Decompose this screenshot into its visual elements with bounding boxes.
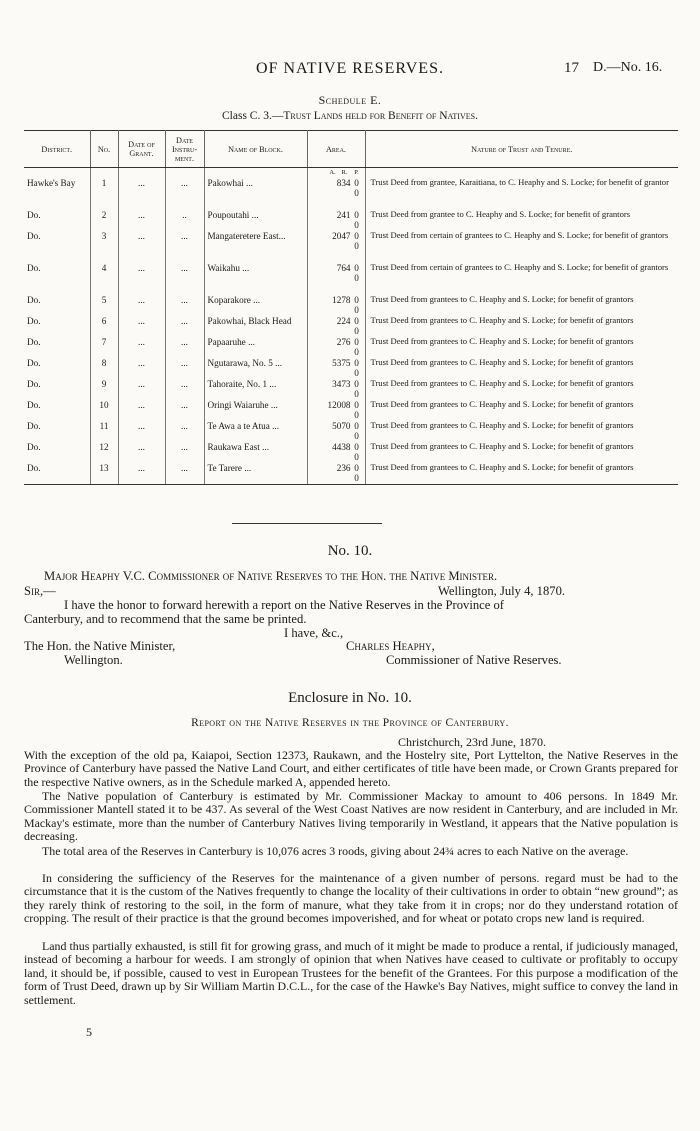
letter-salutation: Sir,— [24,584,56,598]
unit-perches: P. [354,169,359,176]
block-leader: ... [251,210,259,220]
cell-nature: Trust Deed from grantees to C. Heaphy and S. Locke; for benefit of grantors [370,420,634,430]
document-reference: D.—No. 16. [593,60,663,75]
cell-area [307,421,365,442]
cell-no: 2 [90,210,118,231]
block-name: Te Tarere [207,463,243,473]
cell-area [307,295,365,316]
area-acres: 276 [336,337,351,347]
cell-nature: Trust Deed from grantee to C. Heaphy and S. Locke; for benefit of grantors [370,209,631,219]
cell-nature: Trust Deed from grantees to C. Heaphy and S. Locke; for benefit of grantors [365,463,678,485]
col-header-nature: Nature of Trust and Tenure. [365,131,678,168]
cell-block [204,210,307,231]
cell-block [204,231,307,263]
report-paragraph-5: Land thus partially exhausted, is still fit for growing grass, and much of it might be made to produce a rental, if judiciously managed, instead of becoming a harbour for weeds. I am strongly of opinion that when Natives have ceased to cultivate or profitably to occupy land, it should be, if possible, caused to vest in European Trustees for the benefit of the Grantees. For this purpose a modification of the form of Trust Deed, drawn up by Sir William Martin D.C.L., for the case of the Hawke's Bay Natives, might suffice to convey the land in settlement. [24,939,678,1007]
col-header-date-instrument: Date Instru-ment. [165,131,204,168]
cell-district: Do. [24,316,90,337]
cell-district: Do. [24,231,90,263]
col-header-area: Area. [307,131,365,168]
letter-signatory-title: Commissioner of Native Reserves. [386,653,562,667]
area-perches: 0 [354,273,359,283]
area-perches: 0 [354,452,359,462]
block-name: Pakowhai [207,178,244,188]
block-leader: ... [269,379,277,389]
cell-area [307,463,365,485]
table-row [24,421,678,442]
report-title: Report on the Native Reserves in the Province of Canterbury. [191,717,509,729]
schedule-table [24,130,678,485]
cell-district: Do. [24,263,90,295]
cell-date-instrument: ... [165,263,204,295]
cell-block [204,337,307,358]
cell-date-grant: ... [118,210,165,231]
col-header-date-grant: Date of Grant. [118,131,165,168]
block-leader: ... [248,337,255,347]
area-roods: 0 [354,358,359,368]
cell-district: Do. [24,379,90,400]
cell-district: Do. [24,442,90,463]
cell-area [307,210,365,231]
block-name: Tahoraite, No. 1 [207,379,268,389]
cell-area [307,316,365,337]
area-acres: 12008 [327,400,351,410]
cell-nature: Trust Deed from certain of grantees to C. Heaphy and S. Locke; for benefit of grantors [370,230,669,240]
block-name: Ngutarawa, No. 5 [207,358,273,368]
area-perches: 0 [354,389,359,399]
letter-closing: I have, &c., [284,626,344,640]
table-row [24,263,678,295]
block-leader: ... [275,358,283,368]
table-row [24,379,678,400]
cell-block [204,400,307,421]
area-roods: 0 [354,337,359,347]
block-leader: ... [244,463,252,473]
cell-no: 7 [90,337,118,358]
cell-date-grant: ... [118,231,165,263]
cell-block [204,178,307,210]
cell-nature: Trust Deed from grantees to C. Heaphy and S. Locke; for benefit of grantors [370,294,634,304]
cell-nature: Trust Deed from grantee, Karaitiana, to C. Heaphy and S. Locke; for benefit of grantor [370,177,669,187]
area-acres: 236 [336,463,351,473]
block-leader: ... [272,421,279,431]
table-row [24,316,678,337]
block-name: Oringi Waiaruhe [207,400,269,410]
cell-block [204,358,307,379]
area-acres: 241 [336,210,351,220]
area-acres: 764 [336,263,351,273]
cell-no: 12 [90,442,118,463]
unit-roods: R. [341,169,348,176]
area-roods: 0 [354,178,359,188]
cell-nature: Trust Deed from grantees to C. Heaphy and S. Locke; for benefit of grantors [370,441,634,451]
schedule-title: Schedule E. [318,93,382,107]
running-head-title: OF NATIVE RESERVES. [256,60,444,77]
letter-addressee: The Hon. the Native Minister, [24,639,176,653]
cell-area [307,231,365,263]
cell-district: Do. [24,337,90,358]
block-leader: ... [242,263,250,273]
cell-date-grant: ... [118,337,165,358]
cell-date-instrument: ... [165,463,204,485]
area-acres: 4438 [332,442,351,452]
area-acres: 2047 [332,231,351,241]
block-leader: ... [270,400,278,410]
area-perches: 0 [354,473,359,483]
cell-date-instrument: ... [165,178,204,210]
cell-date-instrument: ... [165,231,204,263]
table-row [24,210,678,231]
area-roods: 0 [354,263,359,273]
cell-no: 11 [90,421,118,442]
cell-district: Do. [24,295,90,316]
cell-nature: Trust Deed from grantees to C. Heaphy and S. Locke; for benefit of grantors [370,399,634,409]
area-perches: 0 [354,326,359,336]
block-name: Poupoutahi [207,210,250,220]
area-roods: 0 [354,421,359,431]
cell-district: Do. [24,463,90,485]
cell-block [204,463,307,485]
cell-date-instrument: ... [165,295,204,316]
table-row [24,400,678,421]
cell-area [307,442,365,463]
col-header-district: District. [24,131,90,168]
block-name: Mangateretere East... [207,231,286,241]
block-leader: ... [253,295,261,305]
cell-nature: Trust Deed from grantees to C. Heaphy and S. Locke; for benefit of grantors [370,378,634,388]
area-roods: 0 [354,400,359,410]
cell-date-instrument: ... [165,337,204,358]
cell-no: 9 [90,379,118,400]
cell-area [307,379,365,400]
cell-date-instrument: ... [165,358,204,379]
area-acres: 3473 [332,379,351,389]
area-roods: 0 [354,379,359,389]
cell-nature: Trust Deed from certain of grantees to C. Heaphy and S. Locke; for benefit of grantors [370,262,669,272]
cell-nature: Trust Deed from grantees to C. Heaphy and S. Locke; for benefit of grantors [370,336,634,346]
cell-date-instrument: ... [165,379,204,400]
block-name: Koparakore [207,295,251,305]
cell-date-grant: ... [118,463,165,485]
cell-area [307,400,365,421]
area-roods: 0 [354,463,359,473]
cell-date-grant: ... [118,421,165,442]
area-acres: 5375 [332,358,351,368]
table-row [24,295,678,316]
cell-district: Do. [24,421,90,442]
cell-area [307,263,365,295]
cell-date-grant: ... [118,442,165,463]
report-place-date: Christchurch, 23rd June, 1870. [398,735,546,749]
schedule-class-description: —Trust Lands held for Benefit of Natives. [271,110,478,122]
table-row [24,231,678,263]
running-head [0,60,700,80]
col-header-block: Name of Block. [204,131,307,168]
table-row [24,463,678,485]
letter-heading: No. 10. [327,543,373,559]
block-name: Papaaruhe [207,337,246,347]
table-row [24,178,678,210]
block-name: Pakowhai, Black Head [207,316,292,326]
cell-block [204,263,307,295]
col-header-no: No. [90,131,118,168]
report-paragraph-2: The Native population of Canterbury is estimated by Mr. Commissioner Mackay to amount to 406 persons. In 1849 Mr. Commissioner Mantell stated it to be 437. As several of the West Coast Natives are now resident in Canterbury, and are included in Mr. Mackay's estimate, more than the number of Canterbury Natives living temporarily in Westland, it appears that the Native population is decreasing. [24,789,678,844]
unit-acres: A. [329,169,336,176]
area-acres: 5070 [332,421,351,431]
signature-mark: 5 [86,1025,92,1039]
cell-no: 8 [90,358,118,379]
block-leader: ... [262,442,269,452]
area-roods: 0 [354,295,359,305]
cell-no: 3 [90,231,118,263]
area-perches: 0 [354,305,359,315]
table-row [24,442,678,463]
letter-from-line: Major Heaphy V.C. Commissioner of Native Reserves to the Hon. the Native Minister. [44,569,498,583]
area-acres: 834 [336,178,351,188]
area-roods: 0 [354,210,359,220]
cell-no: 6 [90,316,118,337]
cell-block [204,316,307,337]
area-perches: 0 [354,368,359,378]
block-leader: ... [246,178,253,188]
letter-body-line-1: I have the honor to forward herewith a report on the Native Reserves in the Province of [64,598,504,612]
cell-date-instrument: .. [165,210,204,231]
cell-block [204,379,307,400]
cell-date-grant: ... [118,379,165,400]
cell-district: Hawke's Bay [24,178,90,210]
table-row [24,358,678,379]
cell-date-instrument: ... [165,400,204,421]
area-roods: 0 [354,316,359,326]
cell-date-instrument: ... [165,316,204,337]
area-acres: 1278 [332,295,351,305]
cell-no: 10 [90,400,118,421]
cell-area [307,178,365,210]
letter-body-line-2: Canterbury, and to recommend that the same be printed. [24,612,307,626]
cell-district: Do. [24,400,90,421]
cell-no: 4 [90,263,118,295]
cell-date-grant: ... [118,295,165,316]
block-name: Waikahu [207,263,240,273]
cell-area [307,358,365,379]
area-perches: 0 [354,347,359,357]
letter-signatory: Charles Heaphy, [346,639,435,653]
cell-date-instrument: ... [165,421,204,442]
letter-addressee-place: Wellington. [64,653,123,667]
table-row [24,337,678,358]
schedule-subtitle [0,110,700,122]
cell-no: 1 [90,178,118,210]
area-perches: 0 [354,188,359,198]
cell-nature: Trust Deed from grantees to C. Heaphy and S. Locke; for benefit of grantors [370,357,634,367]
enclosure-heading: Enclosure in No. 10. [288,690,412,706]
cell-district: Do. [24,358,90,379]
cell-no: 13 [90,463,118,485]
cell-block [204,442,307,463]
cell-date-grant: ... [118,316,165,337]
area-perches: 0 [354,431,359,441]
page-number: 17 [564,60,579,76]
table-header-row [24,131,678,168]
area-roods: 0 [354,231,359,241]
cell-block [204,421,307,442]
area-perches: 0 [354,410,359,420]
schedule-class-label: Class C. 3. [222,110,272,122]
block-name: Te Awa a te Atua [207,421,270,431]
report-paragraph-1: With the exception of the old pa, Kaiapoi, Section 12373, Raukawn, and the Hostelry site, Port Lyttelton, the Native Reserves in the Province of Canterbury have passed the Native Land Court, and either certificates of title have been made, or Crown Grants prepared for the respective Native owners, as in the Schedule marked A, appended hereto. [24,748,678,789]
report-paragraph-4: In considering the sufficiency of the Reserves for the maintenance of a given number of persons. regard must be had to the circumstance that it is the custom of the Natives frequently to change the locality of their cultivations in order to obtain “new ground”; as they rarely think of restoring to the soil, in the form of manure, what they take from it in crops; nor do they understand rotation of cropping. The result of their practice is that the ground becomes impoverished, and for wheat or potato crops new land is required. [24,871,678,926]
cell-block [204,295,307,316]
cell-nature: Trust Deed from grantees to C. Heaphy and S. Locke; for benefit of grantors [370,315,634,325]
cell-date-grant: ... [118,263,165,295]
area-perches: 0 [354,241,359,251]
cell-district: Do. [24,210,90,231]
cell-no: 5 [90,295,118,316]
letter-place-date: Wellington, July 4, 1870. [438,584,566,598]
cell-date-grant: ... [118,178,165,210]
area-roods: 0 [354,442,359,452]
cell-date-grant: ... [118,358,165,379]
cell-area [307,337,365,358]
block-name: Raukawa East [207,442,260,452]
section-divider [232,523,382,524]
area-acres: 224 [336,316,351,326]
cell-date-instrument: ... [165,442,204,463]
area-perches: 0 [354,220,359,230]
report-paragraph-3: The total area of the Reserves in Canterbury is 10,076 acres 3 roods, giving about 24¾ acres to each Native on the average. [42,844,629,858]
cell-date-grant: ... [118,400,165,421]
